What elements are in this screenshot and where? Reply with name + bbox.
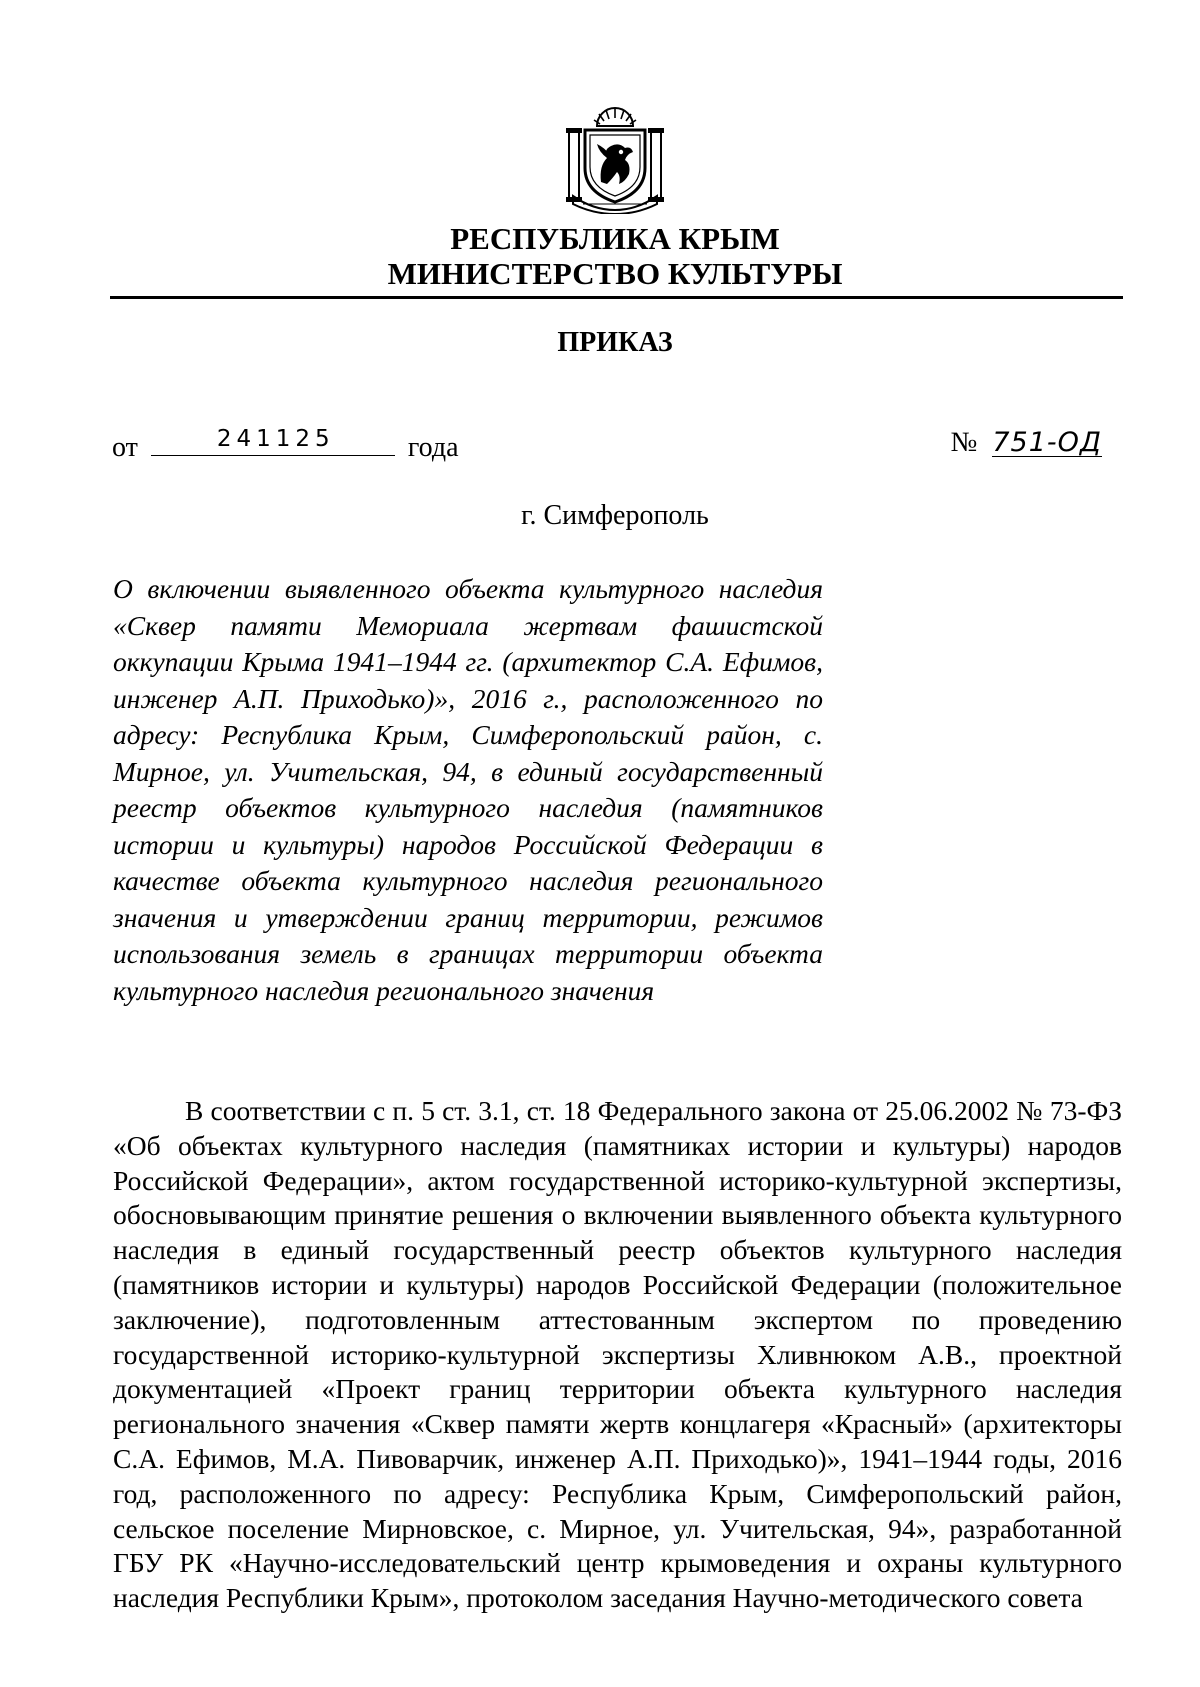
date-field (151, 427, 395, 456)
document-type-title: ПРИКАЗ (557, 327, 673, 358)
city-line: г. Симферополь (521, 500, 709, 531)
ministry-heading: МИНИСТЕРСТВО КУЛЬТУРЫ (387, 256, 843, 291)
date-suffix: года (407, 432, 459, 463)
date-prefix: от (112, 432, 138, 463)
crimea-coat-of-arms-icon (563, 106, 667, 214)
order-subject: О включении выявленного объекта культурного наследия «Сквер памяти Мемориала жертвам фашистской оккупации Крыма 1941–1944 гг. (архитектор С.А. Ефимов, инженер А.П. Приходько)», 2016 г., расположенного по адресу: Республика Крым, Симферопольский район, с. Мирное, ул. Учительская, 94, в единый государственный реестр объектов культурного наследия (памятников истории и культуры) народов Российской Федерации в качестве объекта культурного наследия регионального значения и утверждении границ территории, режимов использования земель в границах территории объекта культурного наследия регионального значения (113, 573, 823, 1006)
number-prefix: № (950, 427, 978, 458)
order-number (951, 427, 1102, 459)
date-value: 241125 (216, 426, 335, 452)
header-divider (110, 296, 1123, 299)
order-body-paragraph: В соответствии с п. 5 ст. 3.1, ст. 18 Федерального закона от 25.06.2002 № 73-ФЗ «Об объектах культурного наследия (памятниках истории и культуры) народов Российской Федерации», актом государственной историко-культурной экспертизы, обосновывающим принятие решения о включении выявленного объекта культурного наследия в единый государственный реестр объектов культурного наследия (памятников истории и культуры) народов Российской Федерации (положительное заключение), подготовленным аттестованным экспертом по проведению государственной историко-культурной экспертизы Хливнюком А.В., проектной документацией «Проект границ территории объекта культурного наследия регионального значения «Сквер памяти жертв концлагеря «Красный» (архитекторы С.А. Ефимов, М.А. Пивоварчик, инженер А.П. Приходько)», 1941–1944 годы, 2016 год, расположенного по адресу: Республика Крым, Симферопольский район, сельское поселение Мирновское, с. Мирное, ул. Учительская, 94», разработанной ГБУ РК «Научно-исследовательский центр крымоведения и охраны культурного наследия Республики Крым», протоколом заседания Научно-методического совета (113, 1095, 1122, 1614)
number-value: 751-ОД (992, 427, 1102, 458)
date-line (112, 427, 459, 464)
republic-heading: РЕСПУБЛИКА КРЫМ (450, 221, 780, 256)
